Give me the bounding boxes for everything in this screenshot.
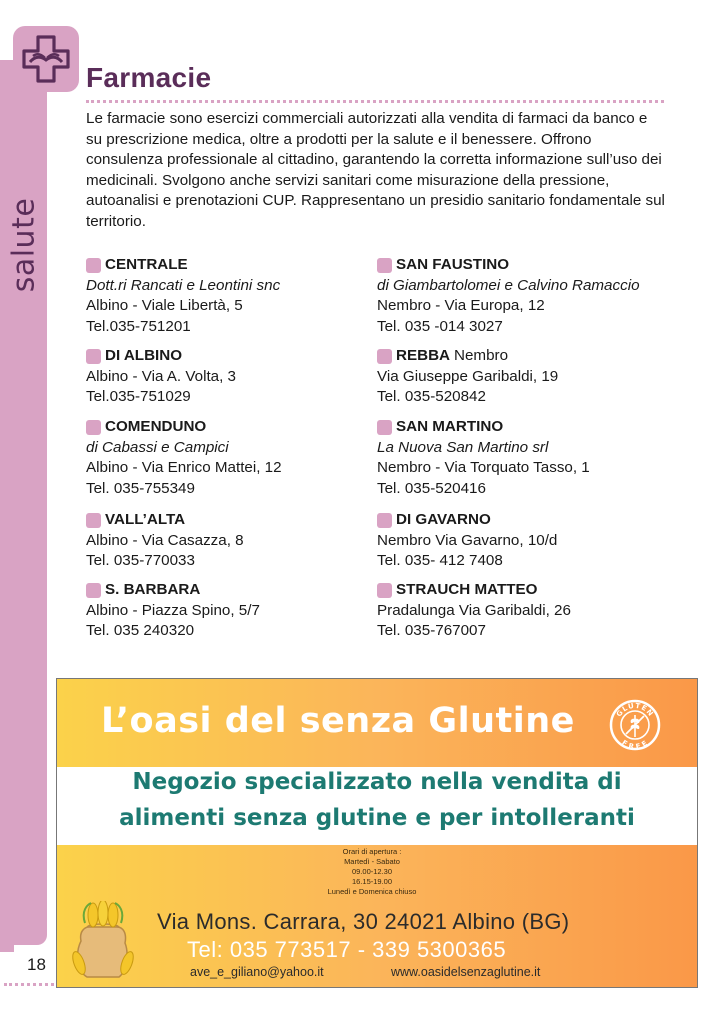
pharmacy-address: Pradalunga Via Garibaldi, 26	[377, 601, 571, 619]
ad-tagline-line1: Negozio specializzato nella vendita di	[132, 769, 622, 795]
pharmacy-phone: Tel. 035 240320	[86, 622, 195, 639]
pink-square-icon	[377, 420, 392, 435]
pharmacy-di-albino	[86, 346, 386, 408]
pharmacy-vallalta	[86, 510, 386, 572]
health-cross-hands-icon	[13, 26, 79, 92]
pharmacy-san-faustino	[377, 255, 677, 337]
pharmacy-address: Albino - Viale Libertà, 5	[86, 297, 243, 314]
pharmacy-phone: Tel.035-751029	[86, 388, 191, 405]
pink-square-icon	[86, 349, 101, 364]
pharmacy-owner: Dott.ri Rancati e Leontini snc	[86, 276, 281, 294]
pharmacy-phone: Tel. 035- 412 7408	[377, 552, 503, 569]
pharmacy-name: STRAUCH MATTEO	[396, 581, 538, 598]
corn-bag-icon	[71, 901, 135, 981]
pharmacy-name: DI ALBINO	[105, 347, 183, 364]
ad-title: L’oasi del senza Glutine	[101, 701, 575, 741]
sidebar-tab	[0, 944, 14, 952]
pharmacy-name: S. BARBARA	[105, 581, 201, 598]
pharmacy-address: Albino - Via A. Volta, 3	[86, 367, 237, 385]
pharmacy-name: CENTRALE	[105, 256, 188, 273]
pharmacy-address: Albino - Via Casazza, 8	[86, 531, 244, 549]
pharmacy-name: REBBA	[396, 347, 451, 364]
pharmacy-owner: La Nuova San Martino srl	[377, 438, 549, 456]
title-divider	[86, 100, 664, 103]
pharmacy-s-barbara	[86, 580, 386, 642]
pharmacy-strauch-matteo	[377, 580, 677, 642]
page-number: 18	[27, 955, 46, 974]
pharmacy-phone: Tel. 035 -014 3027	[377, 317, 503, 335]
pink-square-icon	[377, 583, 392, 598]
pharmacy-centrale	[86, 255, 386, 337]
page-title: Farmacie	[86, 62, 212, 93]
pink-square-icon	[377, 349, 392, 364]
badge-bottom-text: FREE	[620, 738, 650, 751]
hours-line: Lunedì e Domenica chiuso	[327, 887, 417, 896]
pharmacy-name: SAN FAUSTINO	[396, 256, 510, 273]
pharmacy-di-gavarno	[377, 510, 677, 572]
hours-line: 09.00-12.30	[351, 867, 393, 876]
pharmacy-phone: Tel. 035-520416	[377, 479, 486, 497]
pharmacy-address: Albino - Via Enrico Mattei, 12	[86, 459, 282, 476]
intro-paragraph: Le farmacie sono esercizi commerciali autorizzati alla vendita di farmaci da banco e su prescrizione medica, oltre a prodotti per la salute e il benessere. Offrono consulenza professionale al cittadino, garantendo la corretta informazione sull’uso dei medicinali. Svolgono anche servizi sanitari come misurazione della pressione, autoanalisi e prenotazioni CUP. Rappresentano un presidio sanitario fondamentale sul territorio.	[86, 110, 665, 230]
ad-white-band	[57, 767, 697, 845]
pharmacy-phone: Tel. 035-767007	[377, 622, 486, 639]
pharmacy-name: VALL’ALTA	[105, 511, 186, 528]
pharmacy-comenduno	[86, 417, 386, 499]
advertisement-banner	[56, 678, 698, 988]
gluten-free-badge-icon	[609, 699, 661, 751]
pink-square-icon	[377, 258, 392, 273]
section-label-text: salute	[6, 197, 42, 293]
ad-email[interactable]: ave_e_giliano@yahoo.it	[190, 965, 324, 979]
pharmacy-name-suffix: Nembro	[454, 347, 509, 364]
pharmacy-address: Nembro Via Gavarno, 10/d	[377, 531, 558, 549]
section-sidebar	[0, 60, 47, 945]
hours-line: 16.15-19.00	[351, 877, 393, 886]
pharmacy-phone: Tel. 035-770033	[86, 552, 195, 569]
pharmacy-name: DI GAVARNO	[396, 511, 491, 528]
section-label	[4, 195, 44, 295]
ad-website[interactable]: www.oasidelsenzaglutine.it	[391, 965, 541, 979]
badge-top-text: GLUTEN	[614, 701, 656, 719]
pharmacy-address: Nembro - Via Torquato Tasso, 1	[377, 459, 590, 476]
pharmacy-address: Via Giuseppe Garibaldi, 19	[377, 367, 559, 385]
ad-address: Via Mons. Carrara, 30 24021 Albino (BG)	[157, 909, 570, 934]
pharmacy-owner: di Giambartolomei e Calvino Ramaccio	[377, 276, 640, 294]
pharmacy-name: SAN MARTINO	[396, 418, 504, 435]
pharmacy-rebba	[377, 346, 677, 408]
ad-phone: Tel: 035 773517 - 339 5300365	[187, 937, 507, 962]
pink-square-icon	[86, 258, 101, 273]
hours-line: Orari di apertura :	[342, 847, 402, 856]
opening-hours	[257, 847, 487, 897]
pharmacy-name: COMENDUNO	[105, 418, 207, 435]
pink-square-icon	[86, 583, 101, 598]
footer-divider	[4, 983, 54, 986]
pharmacy-address: Nembro - Via Europa, 12	[377, 297, 545, 314]
pharmacy-address: Albino - Piazza Spino, 5/7	[86, 601, 260, 619]
pharmacy-san-martino	[377, 417, 677, 499]
health-cross-svg	[21, 34, 71, 84]
pharmacy-phone: Tel. 035-755349	[86, 479, 195, 497]
ad-tagline-line2: alimenti senza glutine e per intolleranti	[119, 805, 635, 831]
pharmacy-owner: di Cabassi e Campici	[86, 438, 229, 456]
pink-square-icon	[86, 420, 101, 435]
pharmacy-phone: Tel. 035-520842	[377, 388, 486, 405]
pink-square-icon	[86, 513, 101, 528]
pink-square-icon	[377, 513, 392, 528]
hours-line: Martedì - Sabato	[344, 857, 400, 866]
pharmacy-phone: Tel.035-751201	[86, 317, 191, 335]
